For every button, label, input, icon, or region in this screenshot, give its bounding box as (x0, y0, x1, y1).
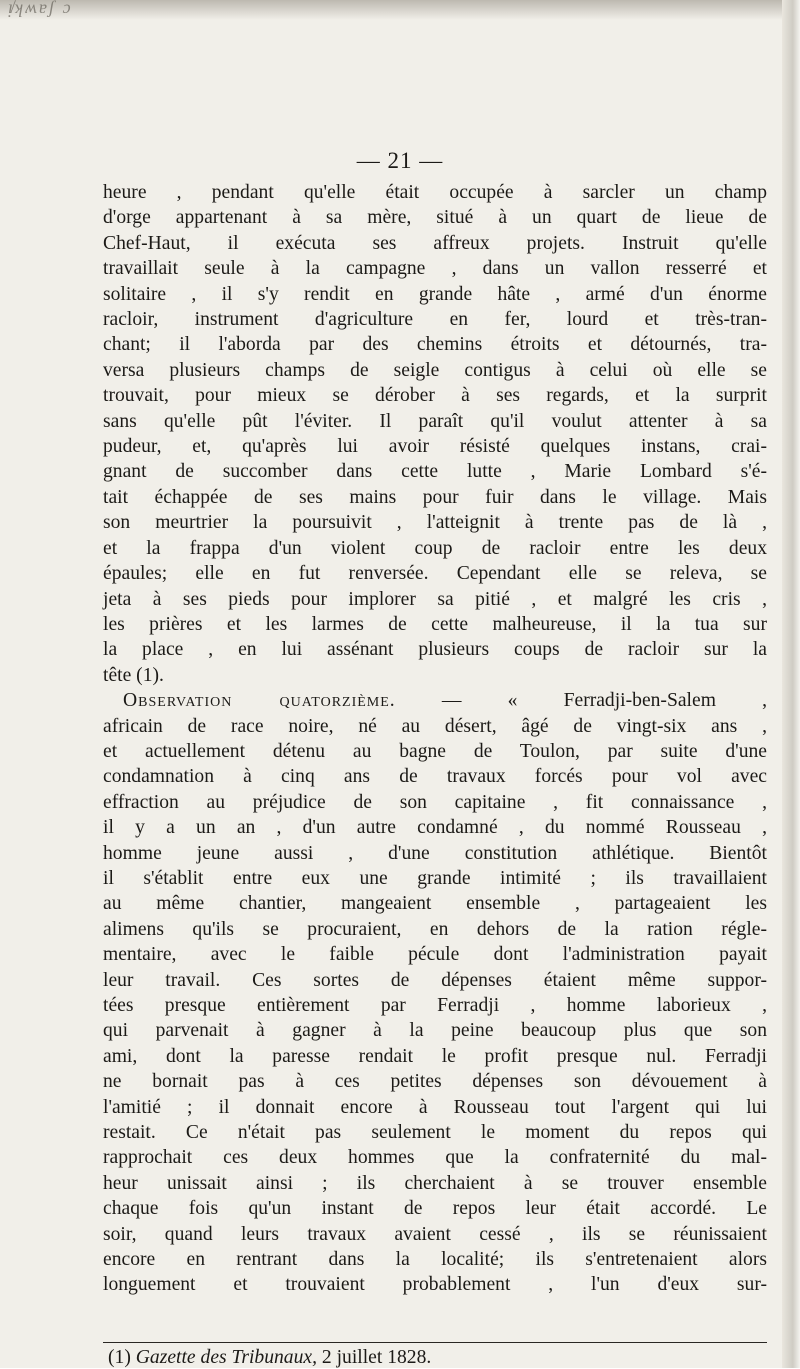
text-line: versa plusieurs champs de seigle contigus à celui où elle se (103, 359, 767, 381)
text-line: leur travail. Ces sortes de dépenses étaient même suppor- (103, 969, 767, 991)
text-line: encore en rentrant dans la localité; ils s'entretenaient alors (103, 1249, 767, 1271)
text-line: africain de race noire, né au désert, âgé de vingt-six ans , (103, 715, 767, 737)
text-line: sans qu'elle pût l'éviter. Il paraît qu'il voulut attenter à sa (103, 410, 767, 432)
text-line: homme jeune aussi , d'une constitution athlétique. Bientôt (103, 842, 767, 864)
text-line: les prières et les larmes de cette malheureuse, il la tua sur (103, 613, 767, 635)
text-line: tête (1). (103, 664, 164, 686)
paragraph-1 (103, 180, 767, 688)
text-line: racloir, instrument d'agriculture en fer, lourd et très-tran- (103, 309, 767, 331)
text-line: la place , en lui assénant plusieurs coups de racloir sur la (103, 639, 767, 661)
text-line: rapprochait ces deux hommes que la confraternité du mal- (103, 1147, 767, 1169)
text-line: au même chantier, mangeaient ensemble , partageaient les (103, 893, 767, 915)
text-line: Chef-Haut, il exécuta ses affreux projets. Instruit qu'elle (103, 232, 767, 254)
footnote-source: Gazette des Tribunaux, (135, 1347, 317, 1368)
text-line: d'orge appartenant à sa mère, situé à un quart de lieue de (103, 207, 767, 229)
text-line: ne bornait pas à ces petites dépenses son dévouement à (103, 1071, 767, 1093)
text-line: et la frappa d'un violent coup de racloir entre les deux (103, 537, 767, 559)
text-line: heure , pendant qu'elle était occupée à sarcler un champ (103, 182, 767, 203)
text-line: mentaire, avec le faible pécule dont l'administration payait (103, 944, 767, 966)
previous-page-bleed (0, 0, 800, 20)
text-line: trouvait, pour mieux se dérober à ses regards, et la surprit (103, 385, 767, 407)
text-line: épaules; elle en fut renversée. Cependant elle se releva, se (103, 563, 767, 585)
text-line: qui parvenait à gagner à la peine beaucoup plus que son (103, 1020, 767, 1042)
text-line: effraction au préjudice de son capitaine , fit connaissance , (103, 791, 767, 813)
text-line: tait échappée de ses mains pour fuir dans le village. Mais (103, 486, 767, 508)
text-line: alimens qu'ils se procuraient, en dehors de la ration régle- (103, 918, 767, 940)
text-line: jeta à ses pieds pour implorer sa pitié , et malgré les cris , (103, 588, 767, 610)
paragraph-2-first-line (103, 688, 767, 713)
text-line: l'amitié ; il donnait encore à Rousseau tout l'argent qui lui (103, 1096, 767, 1118)
text-line: condamnation à cinq ans de travaux forcés pour vol avec (103, 766, 767, 788)
text-line: son meurtrier la poursuivit , l'atteignit à trente pas de là , (103, 512, 767, 534)
footnote (108, 1347, 431, 1369)
text-line: pudeur, et, qu'après lui avoir résisté quelques instans, crai- (103, 436, 767, 458)
text-line: solitaire , il s'y rendit en grande hâte , armé d'un énorme (103, 283, 767, 305)
text-line: chant; il l'aborda par des chemins étroits et détournés, tra- (103, 334, 767, 356)
footnote-rule (103, 1342, 767, 1343)
page-number-header: — 21 — (356, 148, 444, 173)
text-line: travaillait seule à la campagne , dans un vallon resserré et (103, 258, 767, 280)
footnote-date: 2 juillet 1828. (321, 1347, 432, 1368)
text-line: longuement et trouvaient probablement , l'un d'eux sur- (103, 1274, 767, 1296)
text-line: gnant de succomber dans cette lutte , Marie Lombard s'é- (103, 461, 767, 483)
text-line: chaque fois qu'un instant de repos leur était accordé. Le (103, 1198, 767, 1220)
text-line: ami, dont la paresse rendait le profit presque nul. Ferradji (103, 1045, 767, 1067)
paragraph-2-opening: — « Ferradji-ben-Salem , (441, 690, 767, 712)
text-line: restait. Ce n'était pas seulement le moment du repos qui (103, 1122, 767, 1144)
text-line: et actuellement détenu au bagne de Toulon, par suite d'une (103, 740, 767, 762)
text-line: il s'établit entre eux une grande intimité ; ils travaillaient (103, 867, 767, 889)
text-line: il y a un an , d'un autre condamné , du nommé Rousseau , (103, 817, 767, 839)
page-binding-edge (782, 0, 800, 1368)
text-line: soir, quand leurs travaux avaient cessé , ils se réunissaient (103, 1223, 767, 1245)
observation-heading: Observation quatorzième. (123, 690, 396, 712)
paragraph-2 (103, 714, 767, 1298)
text-line: heur unissait ainsi ; ils cherchaient à se trouver ensemble (103, 1172, 767, 1194)
footnote-marker: (1) (108, 1347, 131, 1368)
text-line: tées presque entièrement par Ferradji , homme laborieux , (103, 995, 767, 1016)
body-text (103, 180, 767, 1298)
bleed-through-text: ᴉ̸ʞʍɐʃ ɔ (8, 0, 73, 17)
